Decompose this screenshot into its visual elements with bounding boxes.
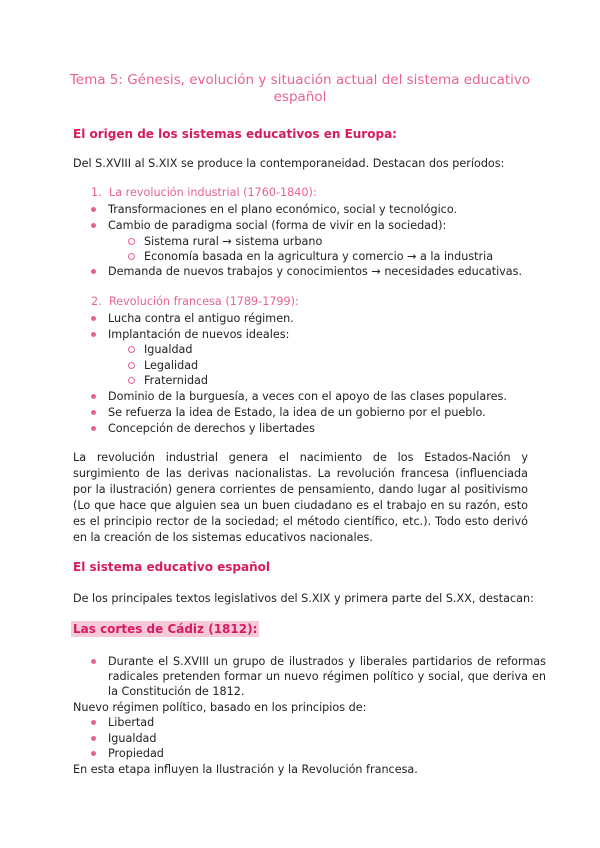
principles-intro: Nuevo régimen político, basado en los principios de: bbox=[73, 701, 367, 714]
bullet-icon bbox=[91, 410, 96, 415]
period-2-heading bbox=[91, 295, 299, 308]
highlighted-subheading: Las cortes de Cádiz (1812): bbox=[73, 622, 258, 636]
summary-paragraph: La revolución industrial genera el nacimiento de los Estados-Nación y surgimiento de las derivas nacionalistas. La revolución francesa (influenciada por la ilustración) genera corrientes de pensamiento, dando lugar al positivismo (Lo que hace que alguien sea un buen ciudadano es el trabajo en su razón, esto es el principio rector de la sociedad; el método científico, etc.). Todo esto derivó en la creación de los sistemas educativos nacionales. bbox=[73, 451, 528, 544]
bullet-icon bbox=[91, 659, 96, 664]
bullet-icon bbox=[91, 269, 96, 274]
closing-sentence: En esta etapa influyen la Ilustración y la Revolución francesa. bbox=[73, 763, 418, 776]
bullet-icon bbox=[91, 223, 96, 228]
period-2-label: Revolución francesa (1789-1799): bbox=[109, 295, 299, 308]
bullet-icon bbox=[91, 426, 96, 431]
bullet-icon bbox=[91, 751, 96, 756]
circle-bullet-icon bbox=[128, 238, 135, 245]
subheading-cortes-cadiz bbox=[73, 622, 259, 636]
intro-paragraph: Del S.XVIII al S.XIX se produce la contemporaneidad. Destacan dos períodos: bbox=[73, 157, 505, 170]
bullet-icon bbox=[91, 316, 96, 321]
page-title: Tema 5: Génesis, evolución y situación actual del sistema educativo español bbox=[69, 72, 531, 105]
circle-bullet-icon bbox=[128, 362, 135, 369]
bullet-icon bbox=[91, 736, 96, 741]
bullet-icon bbox=[91, 332, 96, 337]
period-1-number: 1. bbox=[91, 186, 102, 199]
bullet-icon bbox=[91, 720, 96, 725]
document-page: Tema 5: Génesis, evolución y situación actual del sistema educativo español El origen de los sistemas educativos en Europa: Del S.XVIII al S.XIX se produce la contemporaneidad. Destacan dos períodos: 1. La revolución industrial (1760-1840): Transformaciones en el plano económico, social y tecnológico. Cambio de paradigma social (forma de vivir en la sociedad): Sistema rural → sistema urbano Economía basada en la agricultura y comercio → a la industria Demanda de nuevos trabajos y conocimientos → necesidades educativas. 2. Revolución francesa (1789-1799): Lucha contra el antiguo régimen. Implantación de nuevos ideales: Igualdad Legalidad Fraternidad Dominio de la burguesía, a veces con el apoyo de las clases populares. Se refuerza la idea de Estado, la idea de un gobierno por el pueblo. Concepción de derechos y libertades La revolución industrial genera el nacimiento de los Estados-Nación y surgimiento de las derivas nacionalistas. La revolución francesa (influenciada por la ilustración) genera corrientes de pensamiento, dando lugar al positivismo (Lo que hace que alguien sea un buen ciudadano es el trabajo en su razón, esto es el principio rector de la sociedad; el método científico, etc.). Todo esto derivó en la creación de los sistemas educativos nacionales. El sistema educativo español De los principales textos legislativos del S.XIX y primera parte del S.XX, destacan: Las cortes de Cádiz (1812): Durante el S.XVIII un grupo de ilustrados y liberales partidarios de reformas radicales pretenden formar un nuevo régimen político y social, que deriva en la Constitución de 1812. Nuevo régimen político, basado en los principios de: Libertad Igualdad Propiedad En esta etapa influyen la Ilustración y la Revolución francesa. bbox=[0, 0, 600, 848]
legislation-intro: De los principales textos legislativos del S.XIX y primera parte del S.XX, destacan: bbox=[73, 592, 534, 605]
bullet-icon bbox=[91, 207, 96, 212]
period-1-heading bbox=[91, 186, 317, 199]
bullet-icon bbox=[91, 394, 96, 399]
circle-bullet-icon bbox=[128, 253, 135, 260]
circle-bullet-icon bbox=[128, 346, 135, 353]
circle-bullet-icon bbox=[128, 377, 135, 384]
period-2-number: 2. bbox=[91, 295, 102, 308]
period-1-label: La revolución industrial (1760-1840): bbox=[109, 186, 317, 199]
section-heading-europe: El origen de los sistemas educativos en Europa: bbox=[73, 127, 397, 141]
section-heading-spain: El sistema educativo español bbox=[73, 560, 270, 574]
